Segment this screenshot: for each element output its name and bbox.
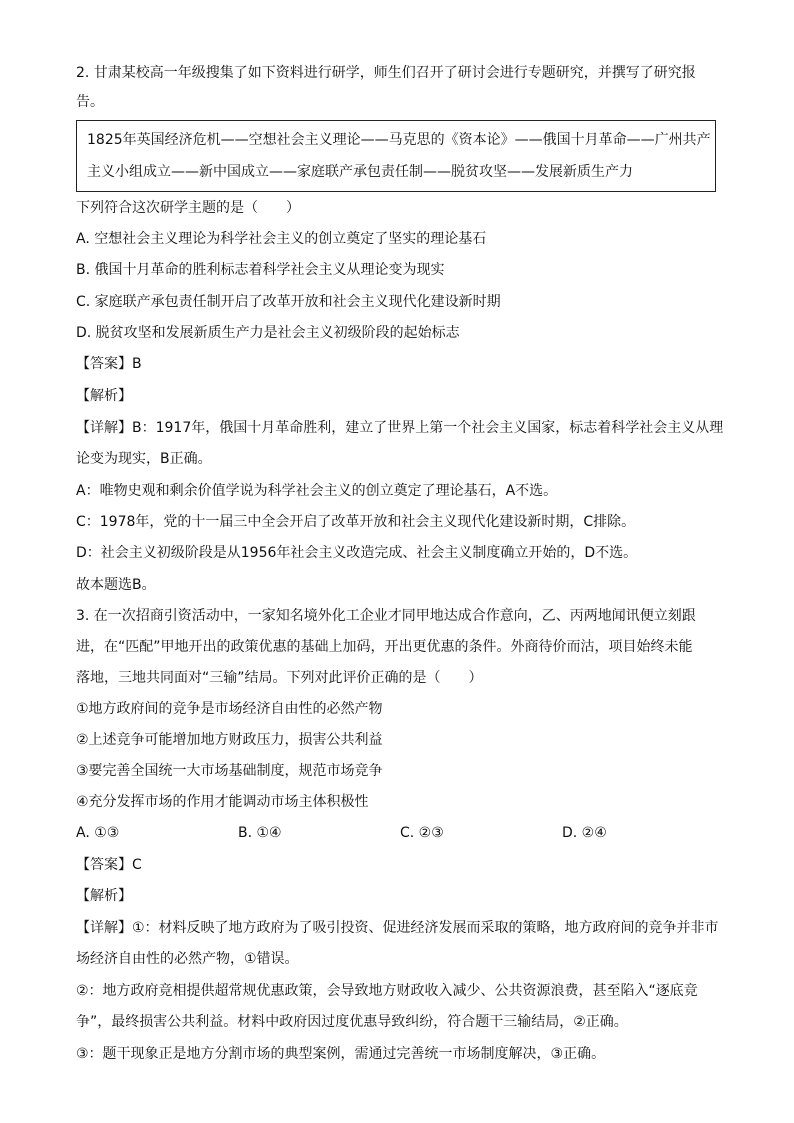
q2-detail-line2: 论变为现实，B正确。 bbox=[76, 451, 212, 467]
q3-stem-line1: 3. 在一次招商引资活动中，一家知名境外化工企业才同甲地达成合作意向，乙、丙两地闻讯便立刻跟 bbox=[76, 608, 696, 624]
q3-detail2-line1: ②：地方政府竞相提供超常规优惠政策，会导致地方财政收入减少、公共资源浪费，甚至陷入“逐底竞 bbox=[76, 983, 698, 999]
q2-option-d: D. 脱贫攻坚和发展新质生产力是社会主义初级阶段的起始标志 bbox=[76, 325, 460, 341]
q3-analysis-label: 【解析】 bbox=[76, 888, 132, 904]
q2-detail-d: D：社会主义初级阶段是从1956年社会主义改造完成、社会主义制度确立开始的，D不选。 bbox=[76, 545, 638, 561]
q3-detail1-line1: 【详解】①：材料反映了地方政府为了吸引投资、促进经济发展而采取的策略，地方政府间的竞争并非市 bbox=[76, 920, 719, 936]
q3-stem-line2: 进，在“匹配”甲地开出的政策优惠的基础上加码，开出更优惠的条件。外商待价而沽，项目始终未能 bbox=[76, 639, 693, 655]
q3-statement-1: ①地方政府间的竞争是市场经济自由性的必然产物 bbox=[76, 701, 383, 717]
q2-option-c: C. 家庭联产承包责任制开启了改革开放和社会主义现代化建设新时期 bbox=[76, 294, 501, 310]
q3-detail3: ③：题干现象正是地方分割市场的典型案例，需通过完善统一市场制度解决，③正确。 bbox=[76, 1046, 606, 1062]
q2-material-line1: 1825年英国经济危机——空想社会主义理论——马克思的《资本论》——俄国十月革命——广州共产 bbox=[87, 132, 711, 148]
q3-statement-4: ④充分发挥市场的作用才能调动市场主体积极性 bbox=[76, 794, 369, 810]
q2-stem-line2: 告。 bbox=[76, 94, 104, 110]
q2-stem-line1: 2. 甘肃某校高一年级搜集了如下资料进行研学，师生们召开了研讨会进行专题研究，并撰写了研究报 bbox=[76, 65, 696, 81]
q3-option-d: D. ②④ bbox=[562, 825, 607, 841]
q3-detail2-line2: 争”，最终损害公共利益。材料中政府因过度优惠导致纠纷，符合题干三输结局，②正确。 bbox=[76, 1014, 628, 1030]
q3-stem-line3: 落地，三地共同面对“三输”结局。下列对此评价正确的是（ ） bbox=[76, 670, 483, 686]
q2-detail-a: A：唯物史观和剩余价值学说为科学社会主义的创立奠定了理论基石，A不选。 bbox=[76, 483, 558, 499]
q2-question: 下列符合这次研学主题的是（ ） bbox=[76, 200, 300, 216]
q3-statement-3: ③要完善全国统一大市场基础制度，规范市场竞争 bbox=[76, 763, 383, 779]
q2-detail-line1: 【详解】B：1917年，俄国十月革命胜利，建立了世界上第一个社会主义国家，标志着科学社会主义从理 bbox=[76, 420, 724, 436]
q2-detail-c: C：1978年，党的十一届三中全会开启了改革开放和社会主义现代化建设新时期，C排除。 bbox=[76, 514, 636, 530]
q2-material-line2: 主义小组成立——新中国成立——家庭联产承包责任制——脱贫攻坚——发展新质生产力 bbox=[87, 164, 633, 180]
q2-analysis-label: 【解析】 bbox=[76, 388, 132, 404]
q3-option-c: C. ②③ bbox=[400, 825, 444, 841]
q3-option-b: B. ①④ bbox=[238, 825, 282, 841]
q2-material-box bbox=[76, 120, 716, 192]
q2-option-a: A. 空想社会主义理论为科学社会主义的创立奠定了坚实的理论基石 bbox=[76, 231, 487, 247]
q3-detail1-line2: 场经济自由性的必然产物，①错误。 bbox=[76, 951, 299, 967]
q3-statement-2: ②上述竞争可能增加地方财政压力，损害公共利益 bbox=[76, 732, 383, 748]
q2-answer: 【答案】B bbox=[76, 356, 142, 372]
q2-conclusion: 故本题选B。 bbox=[76, 577, 156, 593]
q3-answer: 【答案】C bbox=[76, 857, 142, 873]
q2-option-b: B. 俄国十月革命的胜利标志着科学社会主义从理论变为现实 bbox=[76, 262, 445, 278]
q3-option-a: A. ①③ bbox=[76, 825, 120, 841]
